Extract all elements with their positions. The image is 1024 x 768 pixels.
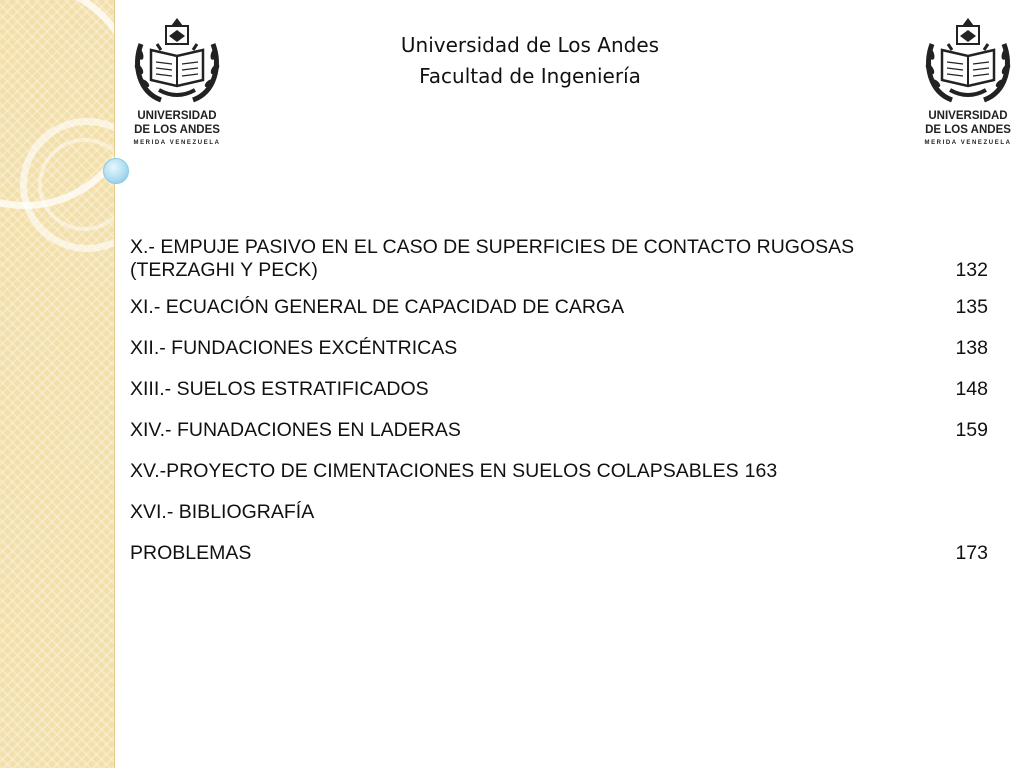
toc-entry-title: XVI.- BIBLIOGRAFÍA — [130, 501, 315, 523]
toc-entry — [130, 337, 988, 378]
toc-entry-title: XI.- ECUACIÓN GENERAL DE CAPACIDAD DE CARGA — [130, 296, 625, 318]
toc-entry — [130, 419, 988, 460]
toc-entry — [130, 236, 988, 296]
logo-location: MERIDA VENEZUELA — [133, 140, 221, 146]
toc-entry-title: XV.-PROYECTO DE CIMENTACIONES EN SUELOS COLAPSABLES — [130, 460, 739, 482]
toc-entry-page: 132 — [955, 259, 988, 281]
logo-name-line2: DE LOS ANDES — [925, 124, 1011, 136]
logo-location: MERIDA VENEZUELA — [924, 140, 1012, 146]
page-header — [300, 30, 760, 92]
toc-entry-page: 148 — [955, 378, 988, 400]
toc-entry — [130, 460, 988, 501]
toc-entry-page: 163 — [744, 460, 778, 482]
toc-entry-title: PROBLEMAS — [130, 542, 252, 564]
toc-entry-title: X.- EMPUJE PASIVO EN EL CASO DE SUPERFICIES DE CONTACTO RUGOSAS — [130, 236, 855, 258]
logo-name-line1: UNIVERSIDAD — [928, 110, 1008, 122]
table-of-contents — [130, 236, 988, 583]
toc-entry — [130, 542, 988, 583]
toc-entry-page: 173 — [955, 542, 988, 564]
toc-entry-title-continued: (TERZAGHI Y PECK) — [130, 259, 318, 281]
toc-entry-page: 159 — [955, 419, 988, 441]
decorative-blue-dot — [103, 158, 129, 184]
toc-entry-page: 135 — [955, 296, 988, 318]
toc-entry — [130, 296, 988, 337]
university-crest-icon — [922, 14, 1014, 110]
university-logo-left — [131, 14, 223, 150]
logo-name-line2: DE LOS ANDES — [134, 124, 220, 136]
toc-entry — [130, 378, 988, 419]
toc-entry-title: XIII.- SUELOS ESTRATIFICADOS — [130, 378, 429, 400]
toc-entry-title: XII.- FUNDACIONES EXCÉNTRICAS — [130, 337, 458, 359]
logo-name-line1: UNIVERSIDAD — [137, 110, 217, 122]
decorative-sidebar — [0, 0, 115, 768]
header-university: Universidad de Los Andes — [400, 33, 660, 57]
university-logo-right — [922, 14, 1014, 150]
header-faculty: Facultad de Ingeniería — [419, 64, 641, 88]
toc-entry-page: 138 — [955, 337, 988, 359]
toc-entry — [130, 501, 988, 542]
university-crest-icon — [131, 14, 223, 110]
toc-entry-title: XIV.- FUNADACIONES EN LADERAS — [130, 419, 461, 441]
